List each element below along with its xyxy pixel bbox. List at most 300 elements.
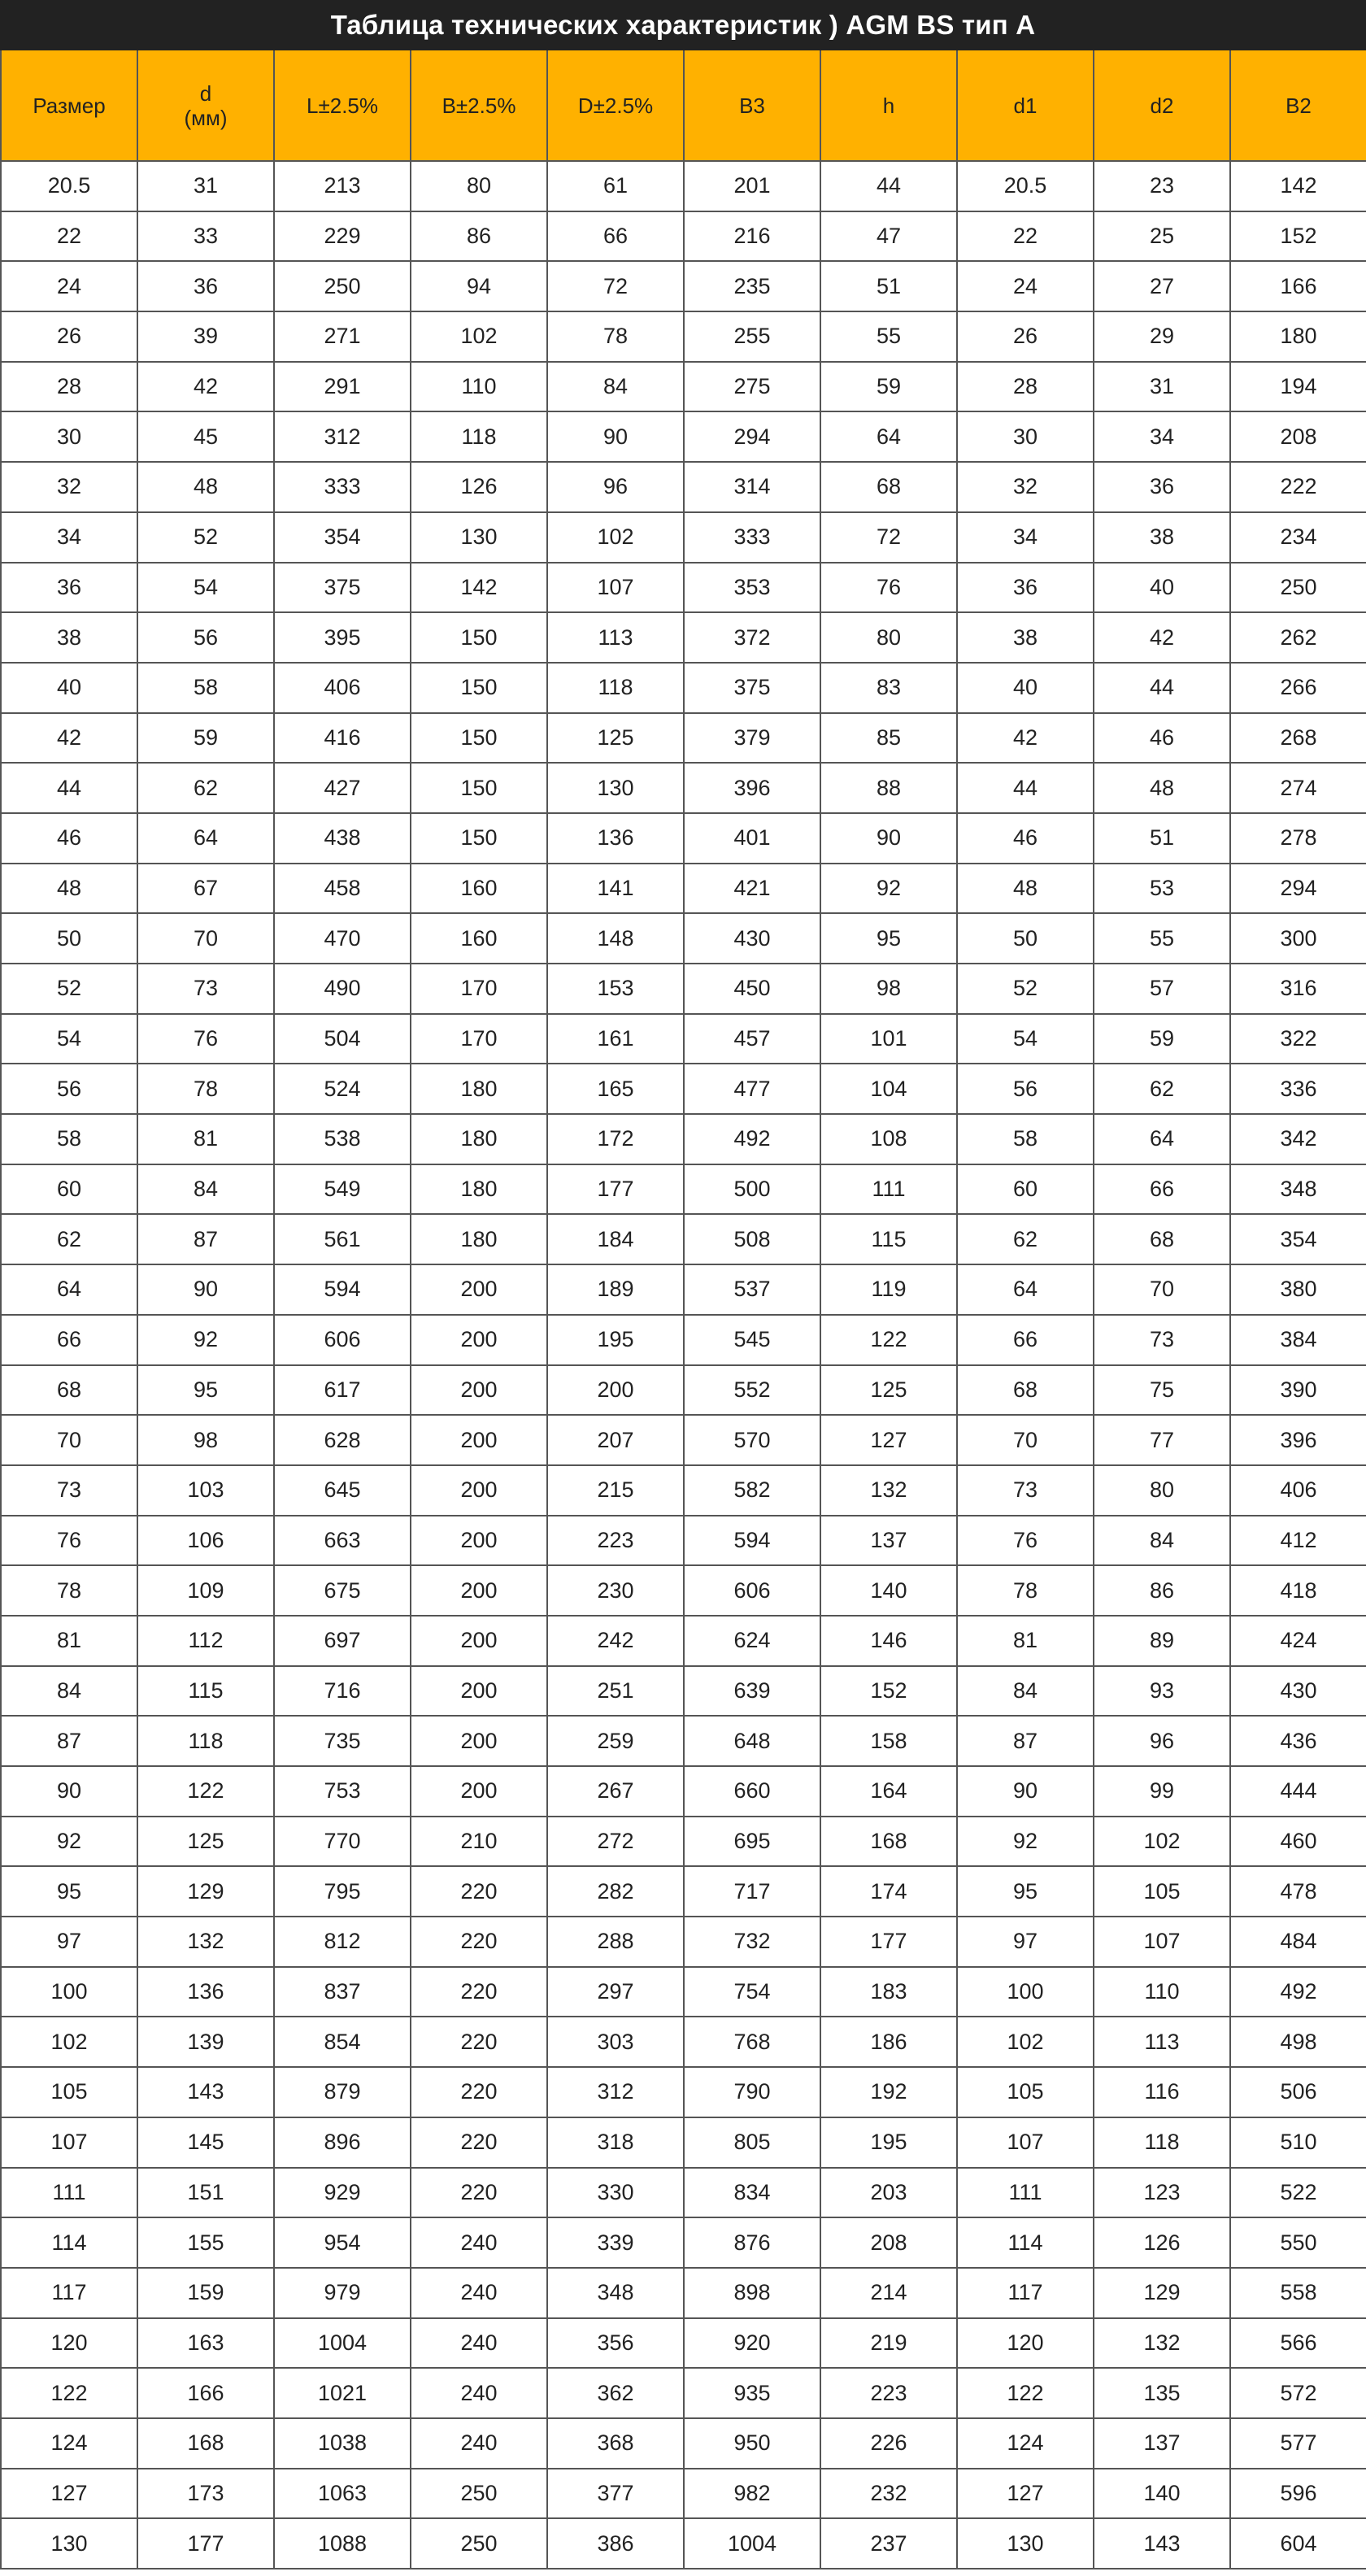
table-cell: 237: [820, 2518, 957, 2569]
table-cell: 150: [411, 663, 547, 713]
table-cell: 140: [820, 1565, 957, 1616]
table-cell: 430: [684, 913, 820, 964]
table-cell: 46: [1094, 713, 1230, 764]
table-cell: 81: [957, 1616, 1094, 1666]
table-cell: 90: [1, 1766, 137, 1817]
table-cell: 160: [411, 913, 547, 964]
table-row: [1, 612, 1366, 663]
table-cell: 34: [1094, 411, 1230, 462]
table-cell: 75: [1094, 1365, 1230, 1416]
table-cell: 88: [820, 763, 957, 813]
table-cell: 135: [1094, 2368, 1230, 2418]
table-cell: 64: [137, 813, 274, 864]
table-cell: 333: [684, 512, 820, 563]
table-cell: 105: [1, 2067, 137, 2117]
table-cell: 33: [137, 211, 274, 262]
table-cell: 545: [684, 1315, 820, 1365]
table-cell: 117: [957, 2268, 1094, 2318]
table-row: [1, 864, 1366, 914]
table-cell: 114: [1, 2217, 137, 2268]
table-cell: 84: [137, 1164, 274, 1215]
table-cell: 251: [547, 1666, 684, 1717]
table-cell: 117: [1, 2268, 137, 2318]
table-cell: 219: [820, 2318, 957, 2369]
table-cell: 717: [684, 1866, 820, 1917]
table-cell: 412: [1230, 1516, 1366, 1566]
table-cell: 80: [820, 612, 957, 663]
table-cell: 92: [1, 1817, 137, 1867]
table-cell: 172: [547, 1114, 684, 1164]
table-cell: 76: [820, 563, 957, 613]
table-cell: 118: [1094, 2117, 1230, 2168]
table-cell: 982: [684, 2469, 820, 2519]
table-cell: 61: [547, 161, 684, 211]
table-cell: 223: [547, 1516, 684, 1566]
table-row: [1, 462, 1366, 512]
table-cell: 1021: [274, 2368, 411, 2418]
table-cell: 336: [1230, 1064, 1366, 1114]
table-cell: 450: [684, 964, 820, 1014]
table-cell: 837: [274, 1967, 411, 2017]
table-cell: 935: [684, 2368, 820, 2418]
table-cell: 427: [274, 763, 411, 813]
table-cell: 139: [137, 2017, 274, 2067]
table-cell: 52: [1, 964, 137, 1014]
table-cell: 48: [957, 864, 1094, 914]
table-cell: 120: [957, 2318, 1094, 2369]
table-cell: 118: [137, 1716, 274, 1766]
table-cell: 166: [137, 2368, 274, 2418]
table-cell: 58: [1, 1114, 137, 1164]
table-cell: 114: [957, 2217, 1094, 2268]
table-cell: 27: [1094, 261, 1230, 311]
table-cell: 566: [1230, 2318, 1366, 2369]
table-cell: 795: [274, 1866, 411, 1917]
table-cell: 59: [820, 362, 957, 412]
table-cell: 64: [957, 1264, 1094, 1315]
table-cell: 195: [547, 1315, 684, 1365]
table-cell: 353: [684, 563, 820, 613]
table-cell: 348: [547, 2268, 684, 2318]
table-row: [1, 813, 1366, 864]
table-cell: 492: [1230, 1967, 1366, 2017]
table-cell: 57: [1094, 964, 1230, 1014]
table-cell: 220: [411, 2017, 547, 2067]
table-cell: 380: [1230, 1264, 1366, 1315]
table-cell: 220: [411, 1917, 547, 1967]
table-cell: 288: [547, 1917, 684, 1967]
table-cell: 34: [1, 512, 137, 563]
table-row: [1, 763, 1366, 813]
table-cell: 90: [957, 1766, 1094, 1817]
table-cell: 506: [1230, 2067, 1366, 2117]
table-cell: 118: [547, 663, 684, 713]
table-cell: 70: [1, 1415, 137, 1465]
table-cell: 294: [1230, 864, 1366, 914]
header-cell: B3: [684, 50, 820, 161]
table-cell: 834: [684, 2168, 820, 2218]
table-cell: 51: [820, 261, 957, 311]
table-cell: 40: [1, 663, 137, 713]
table-row: [1, 2217, 1366, 2268]
table-cell: 606: [684, 1565, 820, 1616]
table-cell: 129: [1094, 2268, 1230, 2318]
header-row: [1, 50, 1366, 161]
table-cell: 220: [411, 2168, 547, 2218]
table-cell: 274: [1230, 763, 1366, 813]
table-cell: 52: [137, 512, 274, 563]
table-cell: 200: [411, 1465, 547, 1516]
table-cell: 150: [411, 813, 547, 864]
table-cell: 24: [957, 261, 1094, 311]
table-row: [1, 1666, 1366, 1717]
table-cell: 390: [1230, 1365, 1366, 1416]
table-cell: 42: [1, 713, 137, 764]
table-cell: 339: [547, 2217, 684, 2268]
table-cell: 126: [1094, 2217, 1230, 2268]
table-cell: 122: [820, 1315, 957, 1365]
table-cell: 73: [1094, 1315, 1230, 1365]
table-cell: 77: [1094, 1415, 1230, 1465]
table-cell: 99: [1094, 1766, 1230, 1817]
table-cell: 22: [1, 211, 137, 262]
table-cell: 70: [1094, 1264, 1230, 1315]
table-cell: 68: [1, 1365, 137, 1416]
table-row: [1, 1616, 1366, 1666]
table-cell: 103: [137, 1465, 274, 1516]
table-cell: 100: [1, 1967, 137, 2017]
table-cell: 76: [137, 1014, 274, 1064]
table-cell: 457: [684, 1014, 820, 1064]
table-cell: 132: [1094, 2318, 1230, 2369]
table-cell: 50: [1, 913, 137, 964]
table-cell: 492: [684, 1114, 820, 1164]
table-cell: 48: [1, 864, 137, 914]
table-cell: 132: [137, 1917, 274, 1967]
table-cell: 330: [547, 2168, 684, 2218]
table-cell: 606: [274, 1315, 411, 1365]
table-cell: 76: [957, 1516, 1094, 1566]
table-cell: 96: [547, 462, 684, 512]
table-cell: 1004: [684, 2518, 820, 2569]
table-cell: 356: [547, 2318, 684, 2369]
table-cell: 108: [820, 1114, 957, 1164]
table-cell: 95: [137, 1365, 274, 1416]
table-cell: 142: [411, 563, 547, 613]
table-cell: 125: [137, 1817, 274, 1867]
table-cell: 54: [137, 563, 274, 613]
table-cell: 854: [274, 2017, 411, 2067]
table-cell: 85: [820, 713, 957, 764]
table-cell: 51: [1094, 813, 1230, 864]
table-cell: 115: [137, 1666, 274, 1717]
table-row: [1, 2168, 1366, 2218]
table-cell: 39: [137, 311, 274, 362]
table-cell: 26: [957, 311, 1094, 362]
table-row: [1, 1716, 1366, 1766]
table-cell: 23: [1094, 161, 1230, 211]
table-cell: 163: [137, 2318, 274, 2369]
table-cell: 111: [1, 2168, 137, 2218]
table-cell: 165: [547, 1064, 684, 1114]
table-cell: 768: [684, 2017, 820, 2067]
table-cell: 222: [1230, 462, 1366, 512]
table-cell: 170: [411, 964, 547, 1014]
table-cell: 510: [1230, 2117, 1366, 2168]
table-cell: 645: [274, 1465, 411, 1516]
table-row: [1, 211, 1366, 262]
table-cell: 58: [137, 663, 274, 713]
table-cell: 38: [1, 612, 137, 663]
table-cell: 234: [1230, 512, 1366, 563]
table-cell: 68: [1094, 1214, 1230, 1264]
table-cell: 40: [957, 663, 1094, 713]
table-cell: 235: [684, 261, 820, 311]
header-cell: L±2.5%: [274, 50, 411, 161]
table-cell: 84: [957, 1666, 1094, 1717]
table-cell: 348: [1230, 1164, 1366, 1215]
table-cell: 200: [411, 1716, 547, 1766]
table-cell: 207: [547, 1415, 684, 1465]
table-cell: 180: [1230, 311, 1366, 362]
table-cell: 142: [1230, 161, 1366, 211]
table-cell: 31: [137, 161, 274, 211]
table-cell: 192: [820, 2067, 957, 2117]
table-cell: 396: [684, 763, 820, 813]
spec-table: [0, 50, 1366, 2569]
table-cell: 200: [411, 1315, 547, 1365]
table-cell: 282: [547, 1866, 684, 1917]
table-cell: 86: [1094, 1565, 1230, 1616]
table-cell: 368: [547, 2418, 684, 2469]
table-cell: 127: [820, 1415, 957, 1465]
table-cell: 524: [274, 1064, 411, 1114]
table-cell: 490: [274, 964, 411, 1014]
table-cell: 275: [684, 362, 820, 412]
table-cell: 73: [957, 1465, 1094, 1516]
table-cell: 107: [547, 563, 684, 613]
table-cell: 232: [820, 2469, 957, 2519]
table-cell: 56: [957, 1064, 1094, 1114]
table-cell: 132: [820, 1465, 957, 1516]
table-cell: 312: [274, 411, 411, 462]
table-cell: 81: [137, 1114, 274, 1164]
table-cell: 522: [1230, 2168, 1366, 2218]
table-cell: 115: [820, 1214, 957, 1264]
table-cell: 141: [547, 864, 684, 914]
table-cell: 879: [274, 2067, 411, 2117]
table-cell: 73: [137, 964, 274, 1014]
table-cell: 42: [957, 713, 1094, 764]
table-row: [1, 2418, 1366, 2469]
table-cell: 59: [137, 713, 274, 764]
table-cell: 130: [1, 2518, 137, 2569]
table-cell: 46: [1, 813, 137, 864]
table-cell: 84: [547, 362, 684, 412]
table-cell: 101: [820, 1014, 957, 1064]
table-cell: 262: [1230, 612, 1366, 663]
table-cell: 242: [547, 1616, 684, 1666]
table-cell: 50: [957, 913, 1094, 964]
table-row: [1, 713, 1366, 764]
table-cell: 127: [957, 2469, 1094, 2519]
header-cell: Размер: [1, 50, 137, 161]
table-row: [1, 2318, 1366, 2369]
table-cell: 48: [137, 462, 274, 512]
table-cell: 180: [411, 1214, 547, 1264]
table-cell: 22: [957, 211, 1094, 262]
table-cell: 152: [820, 1666, 957, 1717]
table-cell: 214: [820, 2268, 957, 2318]
table-row: [1, 2469, 1366, 2519]
table-cell: 31: [1094, 362, 1230, 412]
table-cell: 312: [547, 2067, 684, 2117]
table-cell: 123: [1094, 2168, 1230, 2218]
table-cell: 240: [411, 2268, 547, 2318]
table-cell: 1038: [274, 2418, 411, 2469]
table-cell: 424: [1230, 1616, 1366, 1666]
table-cell: 78: [547, 311, 684, 362]
table-cell: 812: [274, 1917, 411, 1967]
header-cell: B±2.5%: [411, 50, 547, 161]
table-cell: 177: [547, 1164, 684, 1215]
table-cell: 89: [1094, 1616, 1230, 1666]
table-cell: 87: [957, 1716, 1094, 1766]
table-cell: 95: [820, 913, 957, 964]
table-cell: 118: [411, 411, 547, 462]
table-cell: 54: [957, 1014, 1094, 1064]
table-cell: 386: [547, 2518, 684, 2569]
table-row: [1, 1214, 1366, 1264]
table-cell: 372: [684, 612, 820, 663]
table-cell: 42: [1094, 612, 1230, 663]
table-cell: 170: [411, 1014, 547, 1064]
table-cell: 122: [1, 2368, 137, 2418]
table-cell: 624: [684, 1616, 820, 1666]
table-row: [1, 311, 1366, 362]
table-cell: 105: [1094, 1866, 1230, 1917]
table-cell: 55: [1094, 913, 1230, 964]
table-cell: 110: [1094, 1967, 1230, 2017]
header-cell: d1: [957, 50, 1094, 161]
table-cell: 140: [1094, 2469, 1230, 2519]
table-cell: 48: [1094, 763, 1230, 813]
table-cell: 200: [411, 1415, 547, 1465]
table-row: [1, 913, 1366, 964]
table-cell: 130: [957, 2518, 1094, 2569]
table-cell: 268: [1230, 713, 1366, 764]
table-cell: 460: [1230, 1817, 1366, 1867]
table-cell: 152: [1230, 211, 1366, 262]
table-row: [1, 1365, 1366, 1416]
table-cell: 150: [411, 612, 547, 663]
table-cell: 92: [137, 1315, 274, 1365]
table-cell: 186: [820, 2017, 957, 2067]
table-cell: 97: [1, 1917, 137, 1967]
table-row: [1, 512, 1366, 563]
header-cell: d2: [1094, 50, 1230, 161]
table-cell: 594: [684, 1516, 820, 1566]
table-cell: 97: [957, 1917, 1094, 1967]
table-cell: 92: [820, 864, 957, 914]
table-cell: 109: [137, 1565, 274, 1616]
table-row: [1, 1565, 1366, 1616]
table-cell: 143: [1094, 2518, 1230, 2569]
table-cell: 28: [957, 362, 1094, 412]
table-cell: 113: [1094, 2017, 1230, 2067]
table-cell: 954: [274, 2217, 411, 2268]
table-cell: 195: [820, 2117, 957, 2168]
table-cell: 68: [957, 1365, 1094, 1416]
table-cell: 32: [957, 462, 1094, 512]
table-cell: 920: [684, 2318, 820, 2369]
table-cell: 577: [1230, 2418, 1366, 2469]
table-row: [1, 1516, 1366, 1566]
table-cell: 201: [684, 161, 820, 211]
table-cell: 180: [411, 1114, 547, 1164]
table-cell: 143: [137, 2067, 274, 2117]
table-row: [1, 2268, 1366, 2318]
table-cell: 177: [137, 2518, 274, 2569]
table-row: [1, 2017, 1366, 2067]
table-cell: 129: [137, 1866, 274, 1917]
table-cell: 213: [274, 161, 411, 211]
table-cell: 250: [411, 2469, 547, 2519]
table-cell: 596: [1230, 2469, 1366, 2519]
table-cell: 770: [274, 1817, 411, 1867]
table-cell: 153: [547, 964, 684, 1014]
table-cell: 78: [137, 1064, 274, 1114]
table-cell: 929: [274, 2168, 411, 2218]
table-cell: 161: [547, 1014, 684, 1064]
table-cell: 401: [684, 813, 820, 864]
table-row: [1, 161, 1366, 211]
table-row: [1, 261, 1366, 311]
table-cell: 80: [1094, 1465, 1230, 1516]
table-cell: 58: [957, 1114, 1094, 1164]
table-cell: 220: [411, 1866, 547, 1917]
table-row: [1, 1817, 1366, 1867]
table-cell: 303: [547, 2017, 684, 2067]
table-cell: 430: [1230, 1666, 1366, 1717]
table-cell: 582: [684, 1465, 820, 1516]
table-cell: 220: [411, 2067, 547, 2117]
table-cell: 229: [274, 211, 411, 262]
table-row: [1, 2518, 1366, 2569]
table-cell: 64: [1, 1264, 137, 1315]
table-cell: 979: [274, 2268, 411, 2318]
table-cell: 137: [820, 1516, 957, 1566]
table-cell: 550: [1230, 2217, 1366, 2268]
table-cell: 95: [1, 1866, 137, 1917]
header-cell: d (мм): [137, 50, 274, 161]
table-cell: 124: [1, 2418, 137, 2469]
table-cell: 200: [411, 1264, 547, 1315]
table-cell: 30: [1, 411, 137, 462]
table-row: [1, 1967, 1366, 2017]
table-cell: 38: [1094, 512, 1230, 563]
table-cell: 66: [1, 1315, 137, 1365]
table-cell: 558: [1230, 2268, 1366, 2318]
table-cell: 92: [957, 1817, 1094, 1867]
table-cell: 498: [1230, 2017, 1366, 2067]
table-cell: 56: [137, 612, 274, 663]
table-cell: 148: [547, 913, 684, 964]
table-cell: 38: [957, 612, 1094, 663]
table-cell: 28: [1, 362, 137, 412]
table-cell: 64: [1094, 1114, 1230, 1164]
table-cell: 271: [274, 311, 411, 362]
